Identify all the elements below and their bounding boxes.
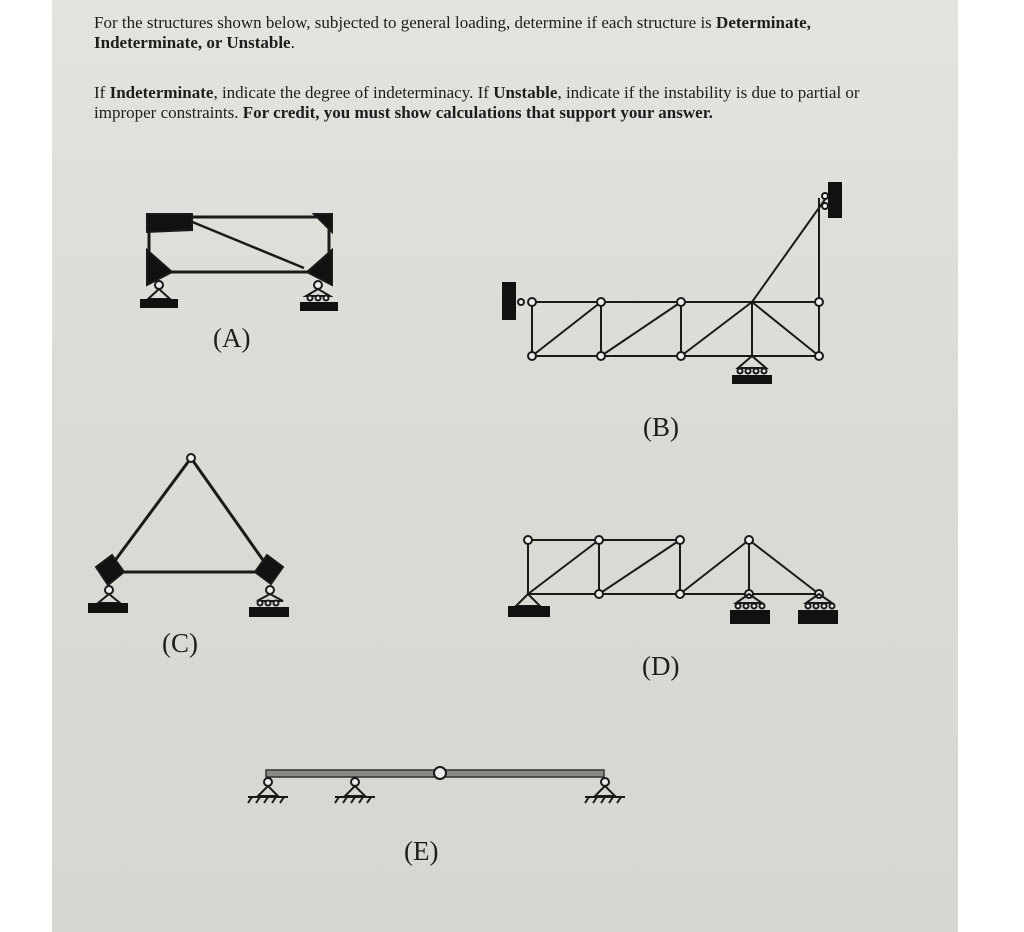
document-page [52, 0, 958, 932]
structure-a [140, 214, 338, 311]
figure-label-d: (D) [642, 651, 680, 681]
instructions-text: For the structures shown below, subjected to general loading, determine if each structure is [94, 13, 717, 32]
structures-drawing [52, 0, 958, 932]
structure-d [508, 536, 838, 624]
figure-label-a: (A) [213, 323, 251, 353]
structure-e [248, 767, 625, 803]
instructions-text: If [94, 83, 110, 102]
instructions-bold: For credit, you must show calculations that support your answer. [242, 103, 713, 122]
instructions-text: , indicate the degree of indeterminacy. If [213, 83, 494, 102]
figure-label-c: (C) [162, 628, 198, 658]
structure-c [88, 454, 289, 617]
instructions-bold: Determinate, Indeterminate, or Unstable [94, 13, 811, 52]
instructions-bold: Indeterminate [109, 83, 214, 102]
instructions-text: . [290, 33, 295, 52]
figure-label-e: (E) [404, 836, 439, 866]
figure-label-b: (B) [643, 412, 679, 442]
instructions-bold: Unstable [493, 83, 558, 102]
instructions-text: , indicate if the instability is due to partial or improper constraints. [94, 83, 860, 122]
structure-b [502, 182, 842, 384]
